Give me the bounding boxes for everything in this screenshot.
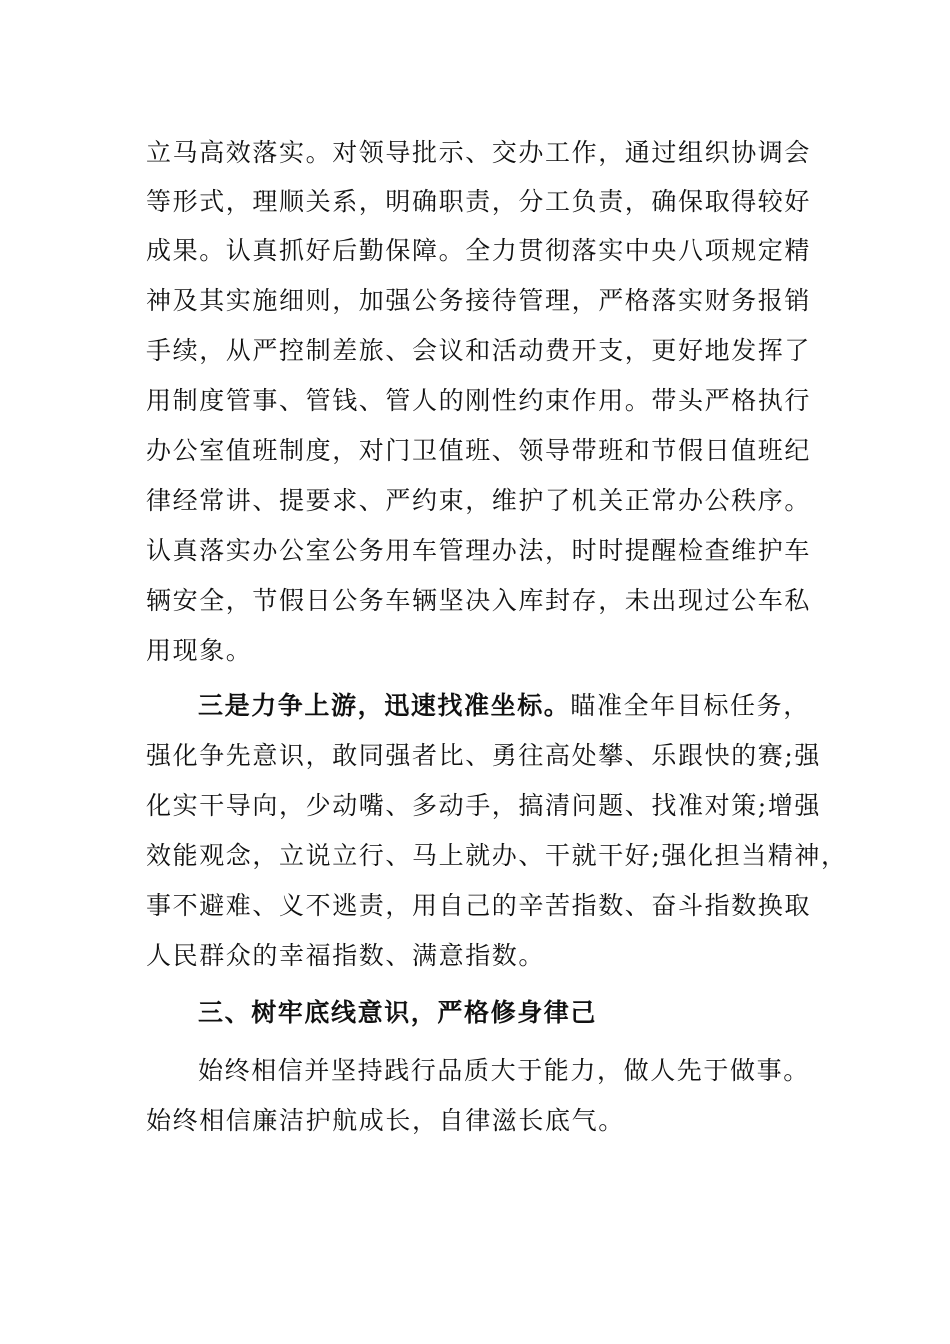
- body-text-line: 用现象。: [146, 636, 253, 665]
- body-text-line: 律经常讲、提要求、严约束，维护了机关正常办公秩序。: [146, 486, 812, 515]
- body-text-line: 立马高效落实。对领导批示、交办工作，通过组织协调会: [146, 138, 812, 167]
- section-heading: 三、树牢底线意识，严格修身律己: [198, 998, 598, 1027]
- body-text-line: 等形式，理顺关系，明确职责，分工负责，确保取得较好: [146, 187, 812, 216]
- paragraph-text: 瞄准全年目标任务，: [570, 691, 810, 720]
- body-text-line: 办公室值班制度，对门卫值班、领导带班和节假日值班纪: [146, 436, 812, 465]
- body-text-line: 效能观念，立说立行、马上就办、干就干好;强化担当精神，: [146, 841, 848, 870]
- paragraph-heading: 三是力争上游，迅速找准坐标。: [198, 691, 571, 720]
- body-text-line: 手续，从严控制差旅、会议和活动费开支，更好地发挥了: [146, 336, 812, 365]
- body-text-line: 用制度管事、管钱、管人的刚性约束作用。带头严格执行: [146, 386, 812, 415]
- body-text-line: 强化争先意识，敢同强者比、勇往高处攀、乐跟快的赛;强: [146, 741, 822, 770]
- body-text-line: 人民群众的幸福指数、满意指数。: [146, 941, 546, 970]
- body-text-line: 神及其实施细则，加强公务接待管理，严格落实财务报销: [146, 286, 812, 315]
- body-text-line: 成果。认真抓好后勤保障。全力贯彻落实中央八项规定精: [146, 236, 812, 265]
- body-text-line: 认真落实办公室公务用车管理办法，时时提醒检查维护车: [146, 536, 812, 565]
- paragraph-first-line: [198, 689, 810, 723]
- body-text-line: 始终相信并坚持践行品质大于能力，做人先于做事。: [198, 1056, 810, 1085]
- body-text-line: 始终相信廉洁护航成长，自律滋长底气。: [146, 1106, 625, 1135]
- body-text-line: 化实干导向，少动嘴、多动手，搞清问题、找准对策;增强: [146, 791, 822, 820]
- body-text-line: 辆安全，节假日公务车辆坚决入库封存，未出现过公车私: [146, 586, 812, 615]
- body-text-line: 事不避难、义不逃责，用自己的辛苦指数、奋斗指数换取: [146, 891, 812, 920]
